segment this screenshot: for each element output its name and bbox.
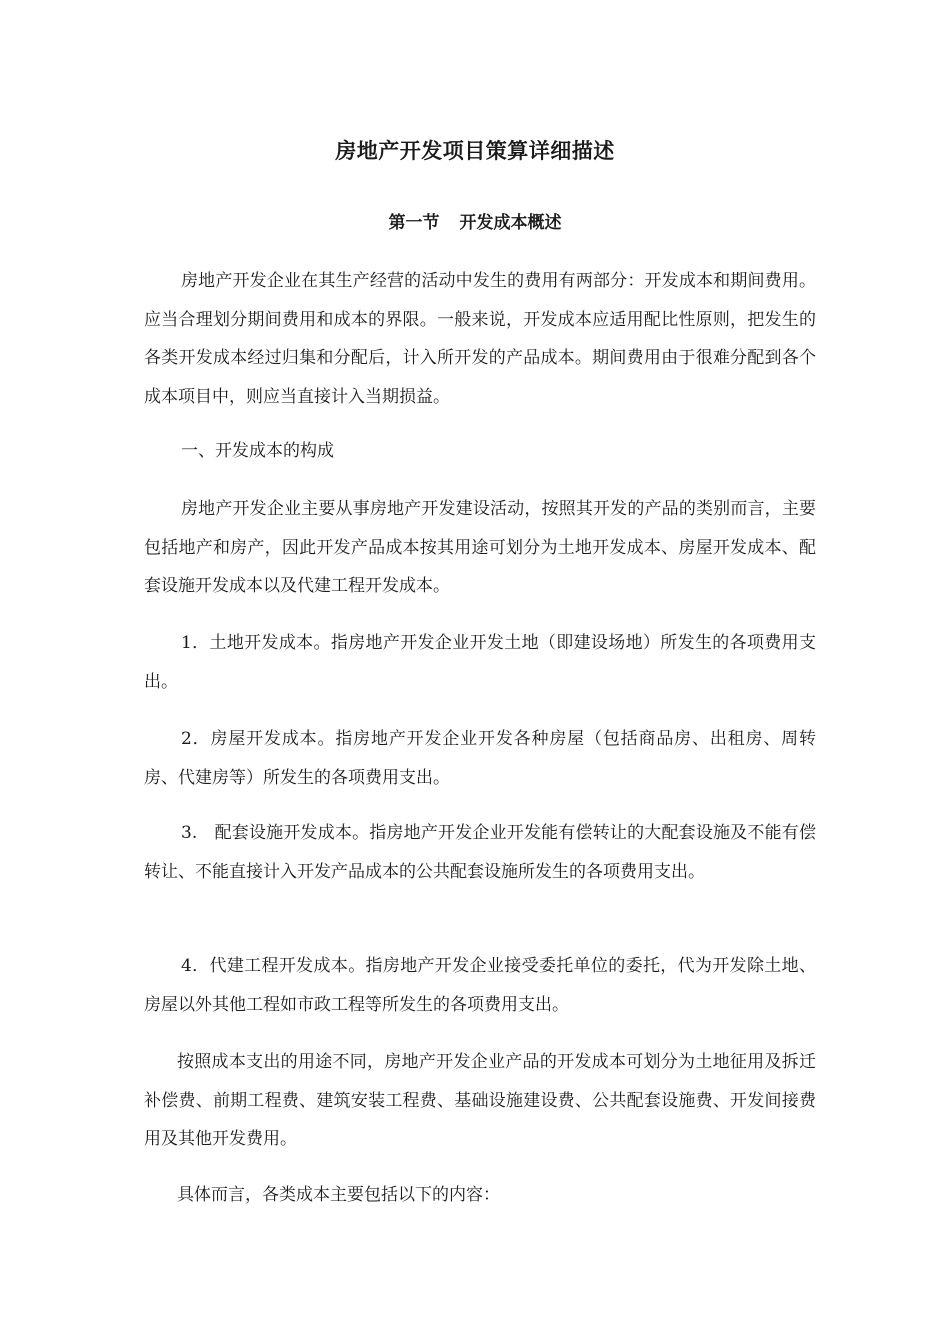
paragraph-item-2: 2．房屋开发成本。指房地产开发企业开发各种房屋（包括商品房、出租房、周转房、代建房等）所发生的各项费用支出。: [144, 729, 816, 788]
paragraph-item-4: 4．代建工程开发成本。指房地产开发企业接受委托单位的委托，代为开发除土地、房屋以外其他工程如市政工程等所发生的各项费用支出。: [144, 956, 816, 1015]
paragraph-contents-intro: 具体而言，各类成本主要包括以下的内容：: [177, 1185, 500, 1205]
section-number: 第一节: [388, 213, 440, 233]
paragraph-cost-by-use: 按照成本支出的用途不同，房地产开发企业产品的开发成本可划分为土地征用及拆迁补偿费、前期工程费、建筑安装工程费、基础设施建设费、公共配套设施费、开发间接费用及其他开发费用。: [144, 1052, 816, 1149]
paragraph-item-1: 1．土地开发成本。指房地产开发企业开发土地（即建设场地）所发生的各项费用支出。: [144, 633, 816, 692]
subheading-cost-composition: 一、开发成本的构成: [181, 441, 334, 461]
section-heading: [0, 209, 950, 237]
paragraph-product-categories: 房地产开发企业主要从事房地产开发建设活动，按照其开发的产品的类别而言，主要包括地产和房产，因此开发产品成本按其用途可划分为土地开发成本、房屋开发成本、配套设施开发成本以及代建工程开发成本。: [144, 499, 816, 596]
section-name: 开发成本概述: [459, 213, 562, 233]
paragraph-intro: 房地产开发企业在其生产经营的活动中发生的费用有两部分：开发成本和期间费用。应当合理划分期间费用和成本的界限。一般来说，开发成本应适用配比性原则，把发生的各类开发成本经过归集和分配后，计入所开发的产品成本。期间费用由于很难分配到各个成本项目中，则应当直接计入当期损益。: [144, 271, 816, 407]
paragraph-item-3: 3. 配套设施开发成本。指房地产开发企业开发能有偿转让的大配套设施及不能有偿转让、不能直接计入开发产品成本的公共配套设施所发生的各项费用支出。: [144, 823, 816, 882]
document-title: 房地产开发项目策算详细描述: [335, 138, 615, 163]
